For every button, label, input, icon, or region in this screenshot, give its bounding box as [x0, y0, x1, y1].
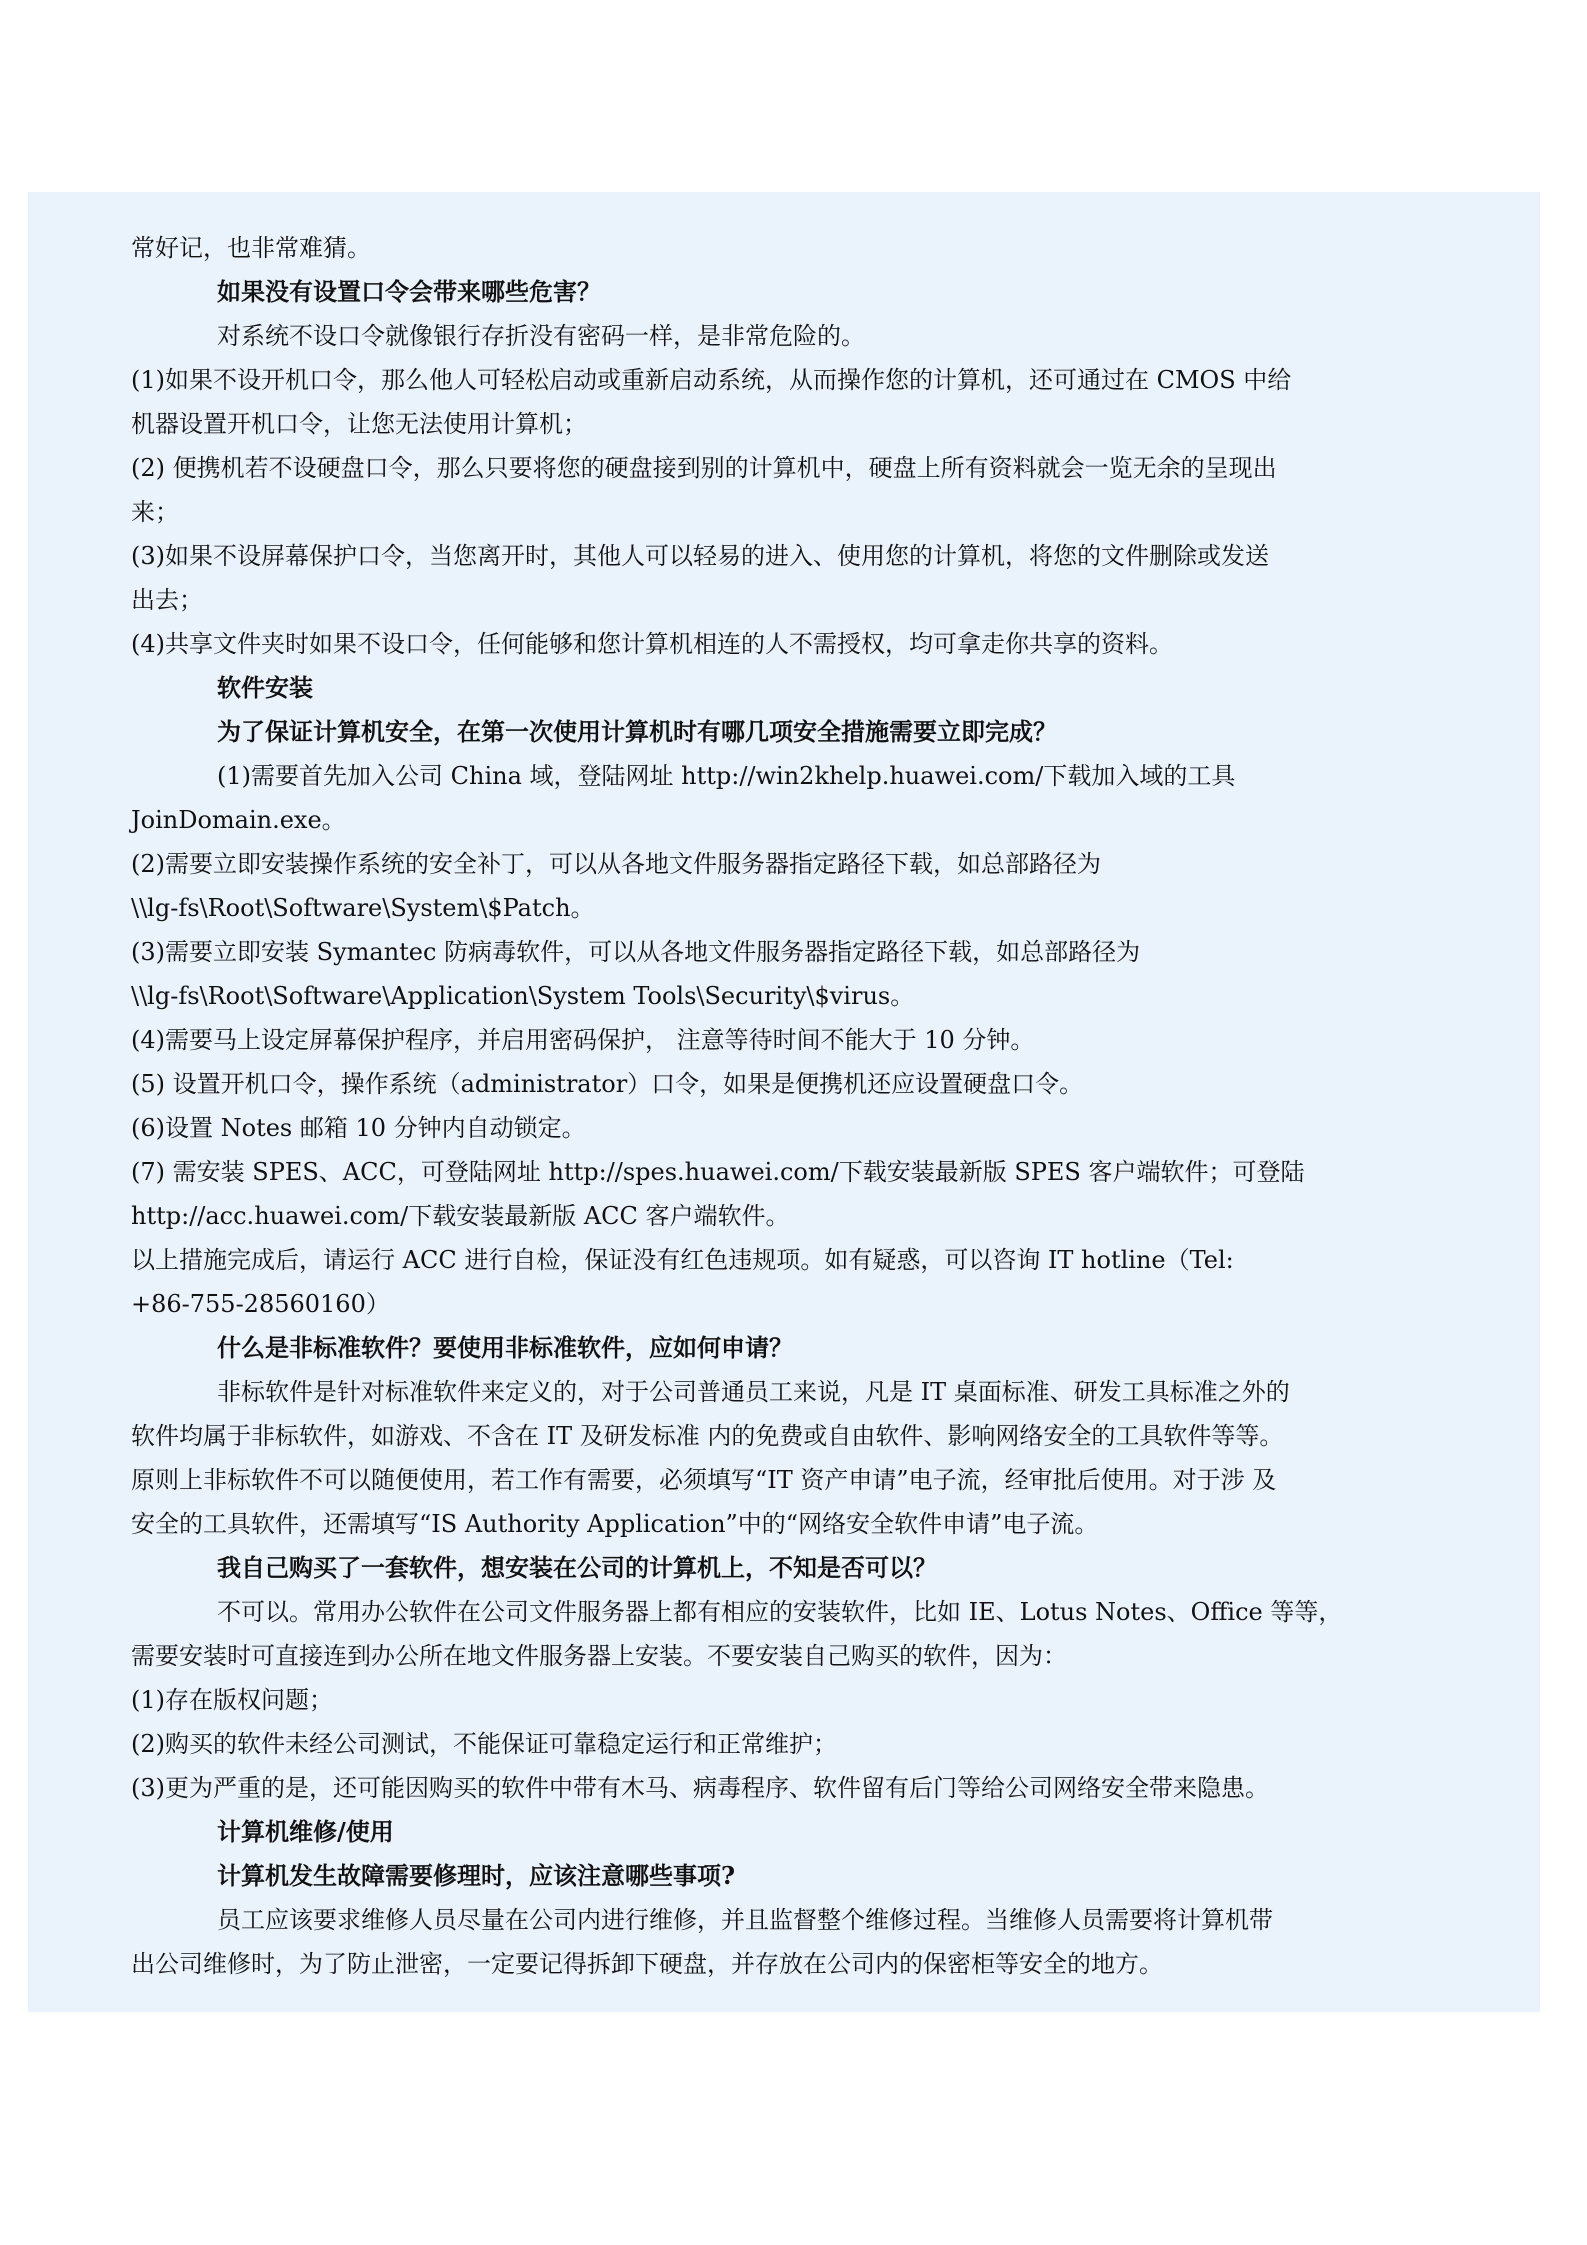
paragraph-line: 对系统不设口令就像银行存折没有密码一样，是非常危险的。: [217, 322, 865, 350]
paragraph-line: (4)需要马上设定屏幕保护程序，并启用密码保护， 注意等待时间不能大于 10 分钟。: [131, 1026, 1035, 1054]
paragraph-line: 出去；: [131, 586, 203, 614]
paragraph-line: 出公司维修时，为了防止泄密，一定要记得拆卸下硬盘，并存放在公司内的保密柜等安全的地方。: [131, 1950, 1163, 1978]
paragraph-line: 原则上非标软件不可以随便使用，若工作有需要，必须填写“IT 资产申请”电子流，经审批后使用。对于涉 及: [131, 1466, 1277, 1494]
section-heading: 为了保证计算机安全，在第一次使用计算机时有哪几项安全措施需要立即完成？: [217, 717, 1057, 746]
paragraph-line: \\lg-fs\Root\Software\Application\System Tools\Security\$virus。: [131, 982, 915, 1010]
document-body: [131, 226, 1511, 1986]
paragraph-line: 以上措施完成后，请运行 ACC 进行自检，保证没有红色违规项。如有疑惑，可以咨询 IT hotline（Tel:: [131, 1246, 1234, 1274]
paragraph-line: JoinDomain.exe。: [131, 806, 346, 834]
paragraph-line: 机器设置开机口令，让您无法使用计算机；: [131, 410, 587, 438]
paragraph-line: (5) 设置开机口令，操作系统（administrator）口令，如果是便携机还应设置硬盘口令。: [131, 1070, 1084, 1098]
paragraph-line: (2)需要立即安装操作系统的安全补丁，可以从各地文件服务器指定路径下载，如总部路径为: [131, 850, 1101, 878]
paragraph-line: 非标软件是针对标准软件来定义的，对于公司普通员工来说，凡是 IT 桌面标准、研发工具标准之外的: [217, 1378, 1290, 1406]
section-heading: 什么是非标准软件？要使用非标准软件，应如何申请？: [217, 1333, 793, 1362]
paragraph-line: 员工应该要求维修人员尽量在公司内进行维修，并且监督整个维修过程。当维修人员需要将计算机带: [217, 1906, 1273, 1934]
paragraph-line: (1)如果不设开机口令，那么他人可轻松启动或重新启动系统，从而操作您的计算机，还可通过在 CMOS 中给: [131, 366, 1292, 394]
paragraph-line: (4)共享文件夹时如果不设口令，任何能够和您计算机相连的人不需授权，均可拿走你共享的资料。: [131, 630, 1173, 658]
paragraph-line: (1)存在版权问题；: [131, 1686, 333, 1714]
paragraph-line: \\lg-fs\Root\Software\System\$Patch。: [131, 894, 595, 922]
paragraph-line: http://acc.huawei.com/下载安装最新版 ACC 客户端软件。: [131, 1202, 790, 1230]
section-heading: 计算机维修/使用: [217, 1817, 394, 1846]
paragraph-line: 不可以。常用办公软件在公司文件服务器上都有相应的安装软件，比如 IE、Lotus Notes、Office 等等，: [217, 1598, 1343, 1626]
paragraph-line: (3)更为严重的是，还可能因购买的软件中带有木马、病毒程序、软件留有后门等给公司网络安全带来隐患。: [131, 1774, 1269, 1802]
section-heading: 我自己购买了一套软件，想安装在公司的计算机上，不知是否可以？: [217, 1553, 937, 1582]
paragraph-line: (6)设置 Notes 邮箱 10 分钟内自动锁定。: [131, 1114, 586, 1142]
paragraph-line: (3)如果不设屏幕保护口令，当您离开时，其他人可以轻易的进入、使用您的计算机，将您的文件删除或发送: [131, 542, 1269, 570]
paragraph-line: (7) 需安装 SPES、ACC，可登陆网址 http://spes.huawei.com/下载安装最新版 SPES 客户端软件；可登陆: [131, 1158, 1305, 1186]
paragraph-line: +86-755-28560160）: [131, 1290, 390, 1318]
paragraph-line: 软件均属于非标软件，如游戏、不含在 IT 及研发标准 内的免费或自由软件、影响网络安全的工具软件等等。: [131, 1422, 1284, 1450]
paragraph-line: 常好记，也非常难猜。: [131, 234, 371, 262]
paragraph-line: (2)购买的软件未经公司测试，不能保证可靠稳定运行和正常维护；: [131, 1730, 837, 1758]
section-heading: 计算机发生故障需要修理时，应该注意哪些事项?: [217, 1861, 736, 1890]
paragraph-line: (3)需要立即安装 Symantec 防病毒软件，可以从各地文件服务器指定路径下载，如总部路径为: [131, 938, 1141, 966]
paragraph-line: (1)需要首先加入公司 China 域，登陆网址 http://win2khelp.huawei.com/下载加入域的工具: [217, 762, 1236, 790]
paragraph-line: 需要安装时可直接连到办公所在地文件服务器上安装。不要安装自己购买的软件，因为：: [131, 1642, 1067, 1670]
section-heading: 软件安装: [217, 673, 313, 702]
paragraph-line: 来；: [131, 498, 179, 526]
paragraph-line: 安全的工具软件，还需填写“IS Authority Application”中的“网络安全软件申请”电子流。: [131, 1510, 1099, 1538]
paragraph-line: (2) 便携机若不设硬盘口令，那么只要将您的硬盘接到别的计算机中，硬盘上所有资料就会一览无余的呈现出: [131, 454, 1277, 482]
section-heading: 如果没有设置口令会带来哪些危害？: [217, 277, 601, 306]
